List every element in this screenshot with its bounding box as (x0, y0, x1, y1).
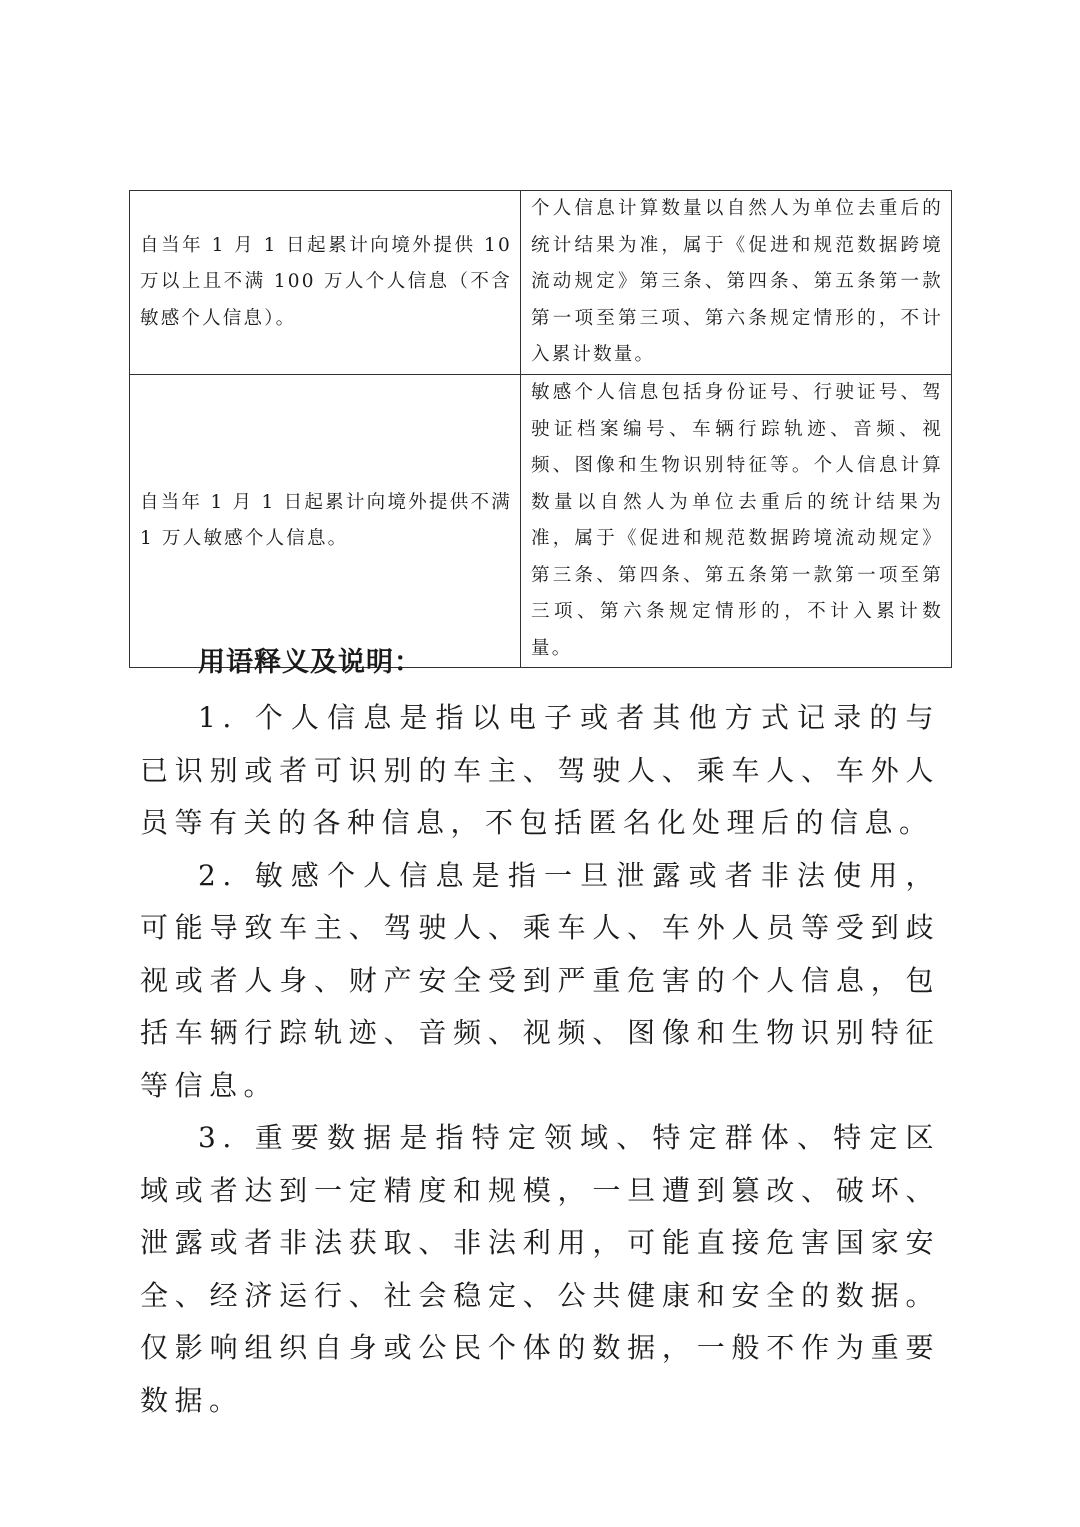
table-cell-condition: 自当年 1 月 1 日起累计向境外提供不满 1 万人敏感个人信息。 (130, 375, 521, 668)
term-paragraph: 3. 重要数据是指特定领域、特定群体、特定区域或者达到一定精度和规模，一旦遭到篡改、破坏、泄露或者非法获取、非法利用，可能直接危害国家安全、经济运行、社会稳定、公共健康和安全的数据。仅影响组织自身或公民个体的数据，一般不作为重要数据。 (140, 1121, 940, 1417)
table-row (130, 375, 952, 668)
threshold-table (129, 190, 952, 668)
term-paragraph: 2. 敏感个人信息是指一旦泄露或者非法使用，可能导致车主、驾驶人、乘车人、车外人员等受到歧视或者人身、财产安全受到严重危害的个人信息，包括车辆行踪轨迹、音频、视频、图像和生物识别特征等信息。 (140, 858, 940, 1102)
table-cell-note: 敏感个人信息包括身份证号、行驶证号、驾驶证档案编号、车辆行踪轨迹、音频、视频、图像和生物识别特征等。个人信息计算数量以自然人为单位去重后的统计结果为准，属于《促进和规范数据跨境流动规定》第三条、第四条、第五条第一款第一项至第三项、第六条规定情形的，不计入累计数量。 (521, 375, 952, 668)
table-row (130, 191, 952, 375)
table-cell-condition: 自当年 1 月 1 日起累计向境外提供 10 万以上且不满 100 万人个人信息（不含敏感个人信息）。 (130, 191, 521, 375)
term-paragraph: 1. 个人信息是指以电子或者其他方式记录的与已识别或者可识别的车主、驾驶人、乘车人、车外人员等有关的各种信息，不包括匿名化处理后的信息。 (140, 701, 940, 839)
terms-section (140, 638, 940, 1427)
table-cell-note: 个人信息计算数量以自然人为单位去重后的统计结果为准，属于《促进和规范数据跨境流动规定》第三条、第四条、第五条第一款第一项至第三项、第六条规定情形的，不计入累计数量。 (521, 191, 952, 375)
section-heading: 用语释义及说明： (198, 647, 422, 678)
